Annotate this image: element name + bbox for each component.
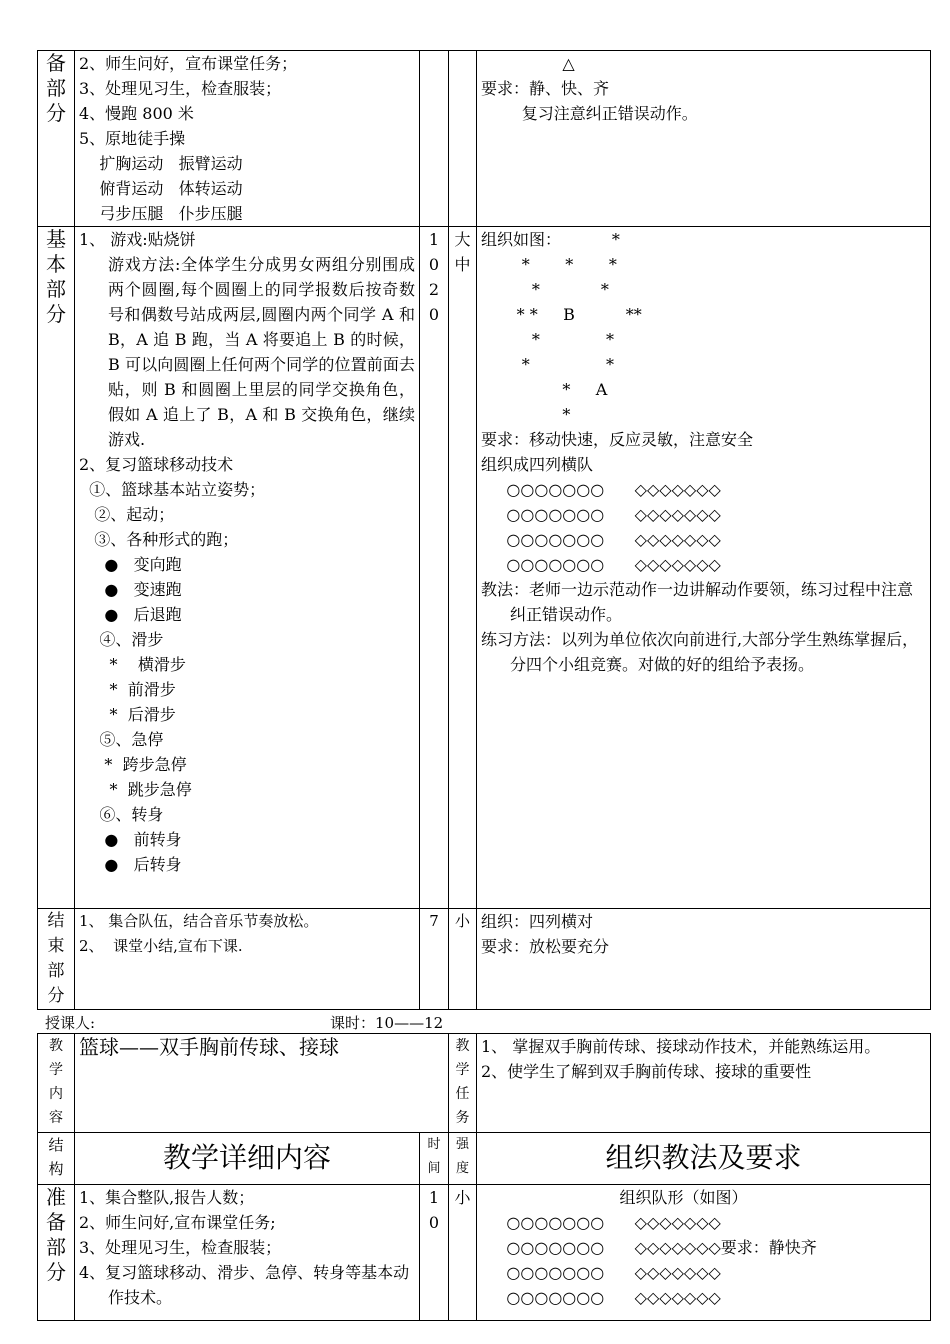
skill-line: ⑥、转身: [79, 805, 164, 824]
skill-line: ④、滑步: [79, 630, 164, 649]
formation-row: ○○○○○○○ ◇◇◇◇◇◇◇: [481, 530, 721, 549]
basic-content: [75, 227, 420, 909]
intensity-char: 中: [454, 255, 471, 274]
org-line: 组织：四列横对: [481, 912, 594, 931]
task-line: 1、 掌握双手胸前传球、接球动作技术，并能熟练运用。: [481, 1037, 881, 1056]
basic-time: [420, 227, 449, 909]
end-section-label: [38, 909, 75, 1010]
skill-line: * 前滑步: [79, 680, 176, 699]
header-char: 度: [455, 1161, 469, 1176]
skill-line: ①、篮球基本站立姿势；: [79, 480, 266, 499]
prep-time: [420, 51, 449, 227]
header-char: 间: [427, 1161, 441, 1176]
requirement-line: 要求：移动快速，反应灵敏，注意安全: [481, 430, 754, 449]
lesson-content: 篮球——双手胸前传球、接球: [75, 1034, 449, 1133]
section-char: 分: [47, 986, 65, 1006]
skill-line: ● 前转身: [79, 830, 182, 849]
prep-content: [75, 51, 420, 227]
skill-line: * 横滑步: [79, 655, 186, 674]
requirement-line: 要求：放松要充分: [481, 937, 610, 956]
label-char: 内: [49, 1086, 63, 1102]
skill-line: ②、起动；: [79, 505, 175, 524]
section-char: 部: [46, 1235, 66, 1259]
skill-line: 2、复习篮球移动技术: [79, 455, 234, 474]
content-line: 2、师生问好,宣布课堂任务;: [79, 1213, 276, 1232]
end-time: 7: [420, 909, 449, 1010]
formation-row: ○○○○○○○ ◇◇◇◇◇◇◇: [481, 1213, 721, 1232]
practice-method: 练习方法：以列为单位依次向前进行,大部分学生熟练掌握后，分四个小组竞赛。对做的好的组给予表扬。: [481, 630, 919, 674]
label-char: 任: [455, 1086, 470, 1102]
section-char: 结: [47, 911, 65, 931]
org-header: 组织教法及要求: [477, 1133, 931, 1185]
diagram-line: 组织如图： *: [481, 230, 620, 249]
structure-header: [38, 1133, 75, 1185]
section-char: 束: [47, 936, 65, 956]
time-digit: 2: [428, 280, 440, 299]
content-line: 弓步压腿 仆步压腿: [79, 204, 243, 223]
label-char: 教: [455, 1038, 470, 1054]
end-intensity: 小: [449, 909, 477, 1010]
header-char: 构: [48, 1160, 64, 1178]
label-char: 教: [49, 1038, 63, 1054]
intensity-header: [449, 1133, 477, 1185]
time-digit: 0: [428, 305, 440, 324]
formation-row: ○○○○○○○ ◇◇◇◇◇◇◇要求：静快齐: [481, 1238, 817, 1257]
detail-header: 教学详细内容: [75, 1133, 420, 1185]
intensity-char: 大: [454, 230, 471, 249]
label-char: 务: [455, 1110, 470, 1126]
end-row: [38, 909, 931, 1010]
label-char: 学: [455, 1062, 470, 1078]
prep2-content: [75, 1185, 420, 1321]
content-line: 2、师生问好，宣布课堂任务；: [79, 54, 298, 73]
header-char: 结: [48, 1136, 64, 1154]
content-line: 3、处理见习生，检查服装；: [79, 79, 282, 98]
diagram-line: * *: [481, 355, 614, 374]
prep-section-label: [38, 51, 75, 227]
prep-row: [38, 51, 931, 227]
skill-line: ● 变向跑: [79, 555, 182, 574]
section-char: 分: [46, 101, 66, 125]
skill-line: ● 后转身: [79, 855, 182, 874]
skill-line: ③、各种形式的跑；: [79, 530, 239, 549]
prep-org: [477, 51, 931, 227]
lesson-plan-table-2: [37, 1033, 931, 1321]
skill-line: ● 后退跑: [79, 605, 182, 624]
formation-row: ○○○○○○○ ◇◇◇◇◇◇◇: [481, 1288, 721, 1307]
header-char: 强: [455, 1137, 469, 1152]
diagram-line: * * *: [481, 255, 617, 274]
basic-org: [477, 227, 931, 909]
end-org: [477, 909, 931, 1010]
formation-row: ○○○○○○○ ◇◇◇◇◇◇◇: [481, 555, 721, 574]
triangle-marker: △: [481, 54, 575, 73]
section-char: 备: [46, 1210, 66, 1234]
time-digit: 1: [428, 1188, 440, 1207]
content-label: [38, 1034, 75, 1133]
label-char: 学: [49, 1062, 63, 1078]
skill-line: * 跨步急停: [79, 755, 187, 774]
time-digit: 0: [428, 255, 440, 274]
content-line: 4、慢跑 800 米: [79, 104, 194, 123]
content-line: 扩胸运动 振臂运动: [79, 154, 243, 173]
content-line: 3、处理见习生，检查服装；: [79, 1238, 282, 1257]
content-line: 1、集合整队,报告人数；: [79, 1188, 255, 1207]
time-digit: 1: [428, 230, 440, 249]
game-description: 游戏方法:全体学生分成男女两组分别围成两个圆圈,每个圆圈上的同学报数后按奇数号和偶数号站成两层,圆圈内两个同学 A 和 B，A 追 B 跑，当 A 将要追上 B 的时候，B 可以向圆圈上任何两个同学的位置前面去贴，则 B 和圆圈上里层的同学交换角色，假如 A 追上了 B，A 和 B 交换角色，继续游戏.: [108, 255, 415, 449]
label-char: 容: [49, 1110, 63, 1126]
game-title: 1、 游戏:贴烧饼: [79, 230, 196, 249]
content-line: 2、 课堂小结,宣布下课.: [79, 937, 243, 955]
section-char: 基: [46, 227, 66, 251]
content-line: 4、复习篮球移动、滑步、急停、转身等基本动作技术。: [79, 1263, 410, 1307]
content-line: 5、原地徒手操: [79, 129, 186, 148]
section-char: 部: [47, 961, 65, 981]
formation-row: ○○○○○○○ ◇◇◇◇◇◇◇: [481, 505, 721, 524]
lesson-hours: 课时：10——12: [330, 1014, 444, 1032]
org-title: 组织队形（如图）: [619, 1188, 748, 1207]
lesson-tasks: [477, 1034, 931, 1133]
requirement-line: 要求：静、快、齐: [481, 79, 610, 98]
time-digit: 0: [428, 1213, 440, 1232]
skill-line: * 后滑步: [79, 705, 176, 724]
time-header: [420, 1133, 449, 1185]
prep-row-2: [38, 1185, 931, 1321]
skill-line: * 跳步急停: [79, 780, 192, 799]
prep-intensity: [449, 51, 477, 227]
basic-row: [38, 227, 931, 909]
teacher-label: 授课人:: [45, 1014, 96, 1032]
section-char: 备: [46, 51, 66, 75]
content-line: 俯背运动 体转运动: [79, 179, 243, 198]
header-row: [38, 1133, 931, 1185]
lesson-plan-table-1: [37, 50, 931, 1010]
skill-line: ⑤、急停: [79, 730, 164, 749]
section-char: 部: [46, 76, 66, 100]
content-task-row: [38, 1034, 931, 1133]
diagram-line: * A: [481, 380, 608, 399]
section-char: 本: [46, 252, 66, 276]
basic-intensity: [449, 227, 477, 909]
prep2-section-label: [38, 1185, 75, 1321]
prep2-org: [477, 1185, 931, 1321]
diagram-line: *: [481, 405, 571, 424]
header-char: 时: [427, 1137, 441, 1152]
basic-section-label: [38, 227, 75, 909]
task-label: [449, 1034, 477, 1133]
prep2-intensity: 小: [449, 1185, 477, 1321]
content-line: 1、 集合队伍，结合音乐节奏放松。: [79, 912, 319, 930]
end-content: [75, 909, 420, 1010]
task-line: 2、使学生了解到双手胸前传球、接球的重要性: [481, 1062, 812, 1081]
section-char: 准: [46, 1185, 66, 1209]
formation-label: 组织成四列横队: [481, 455, 594, 474]
section-char: 分: [46, 1260, 66, 1284]
diagram-line: * *: [481, 330, 614, 349]
section-char: 分: [46, 302, 66, 326]
teaching-method: 教法：老师一边示范动作一边讲解动作要领，练习过程中注意纠正错误动作。: [481, 580, 914, 624]
section-char: 部: [46, 277, 66, 301]
note-line: 复习注意纠正错误动作。: [481, 104, 698, 123]
skill-line: ● 变速跑: [79, 580, 182, 599]
prep2-time: [420, 1185, 449, 1321]
diagram-line: * * B **: [481, 305, 642, 324]
formation-row: ○○○○○○○ ◇◇◇◇◇◇◇: [481, 1263, 721, 1282]
formation-row: ○○○○○○○ ◇◇◇◇◇◇◇: [481, 480, 721, 499]
diagram-line: * *: [481, 280, 609, 299]
